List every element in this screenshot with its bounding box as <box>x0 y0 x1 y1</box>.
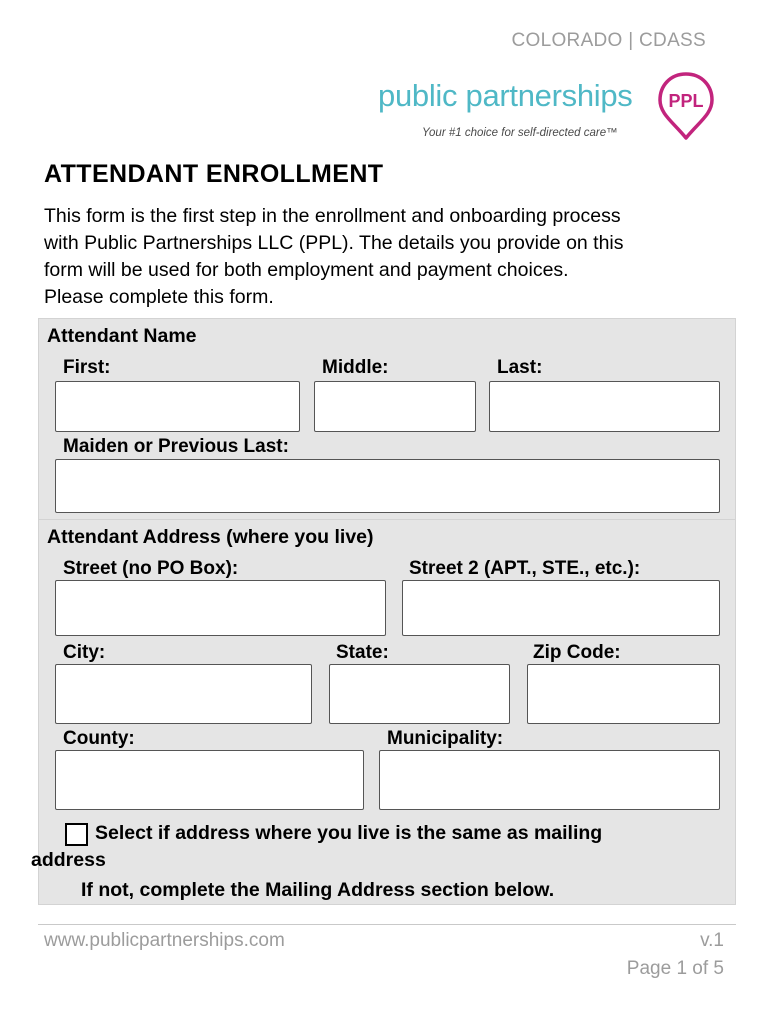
same-as-mailing-line2: address <box>31 849 106 871</box>
middle-name-field[interactable] <box>314 381 476 432</box>
intro-line: form will be used for both employment and payment choices. <box>44 259 569 281</box>
logo-tagline: Your #1 choice for self-directed care™ <box>422 127 618 139</box>
state-label: State: <box>336 642 389 663</box>
zip-code-label: Zip Code: <box>533 642 621 663</box>
street-field[interactable] <box>55 580 386 636</box>
intro-line: with Public Partnerships LLC (PPL). The details you provide on this <box>44 232 624 254</box>
street2-label: Street 2 (APT., STE., etc.): <box>409 558 641 579</box>
first-name-field[interactable] <box>55 381 300 432</box>
city-label: City: <box>63 642 106 663</box>
county-field[interactable] <box>55 750 364 810</box>
attendant-name-section <box>38 318 736 520</box>
first-name-label: First: <box>63 357 111 378</box>
maiden-name-label: Maiden or Previous Last: <box>63 436 289 457</box>
section-heading: Attendant Name <box>47 325 197 347</box>
middle-name-label: Middle: <box>322 357 389 378</box>
intro-line: This form is the first step in the enrollment and onboarding process <box>44 205 621 227</box>
city-field[interactable] <box>55 664 312 724</box>
location-pin-icon <box>655 70 717 142</box>
page-title: ATTENDANT ENROLLMENT <box>44 160 384 188</box>
intro-paragraph <box>44 203 734 311</box>
footer-divider <box>38 924 736 925</box>
attendant-address-section <box>31 519 736 905</box>
last-name-field[interactable] <box>489 381 720 432</box>
last-name-label: Last: <box>497 357 543 378</box>
municipality-label: Municipality: <box>387 728 504 749</box>
state-field[interactable] <box>329 664 510 724</box>
street-label: Street (no PO Box): <box>63 558 239 579</box>
maiden-name-field[interactable] <box>55 459 720 513</box>
footer-url: www.publicpartnerships.com <box>44 930 285 951</box>
street2-field[interactable] <box>402 580 720 636</box>
logo-wordmark: public partnerships <box>378 78 633 113</box>
same-as-mailing-label <box>31 820 723 874</box>
zip-code-field[interactable] <box>527 664 720 724</box>
ppl-logo <box>378 70 728 150</box>
page-number: Page 1 of 5 <box>626 958 724 979</box>
county-label: County: <box>63 728 135 749</box>
section-heading: Attendant Address (where you live) <box>47 526 374 548</box>
logo-badge-text: PPL <box>668 91 704 111</box>
footer-version: v.1 <box>700 930 724 951</box>
mailing-address-note: If not, complete the Mailing Address section below. <box>81 879 555 901</box>
municipality-field[interactable] <box>379 750 720 810</box>
intro-line: Please complete this form. <box>44 286 274 308</box>
state-program-label: COLORADO | CDASS <box>511 30 706 51</box>
same-as-mailing-line1: Select if address where you live is the same as mailing <box>95 822 603 844</box>
